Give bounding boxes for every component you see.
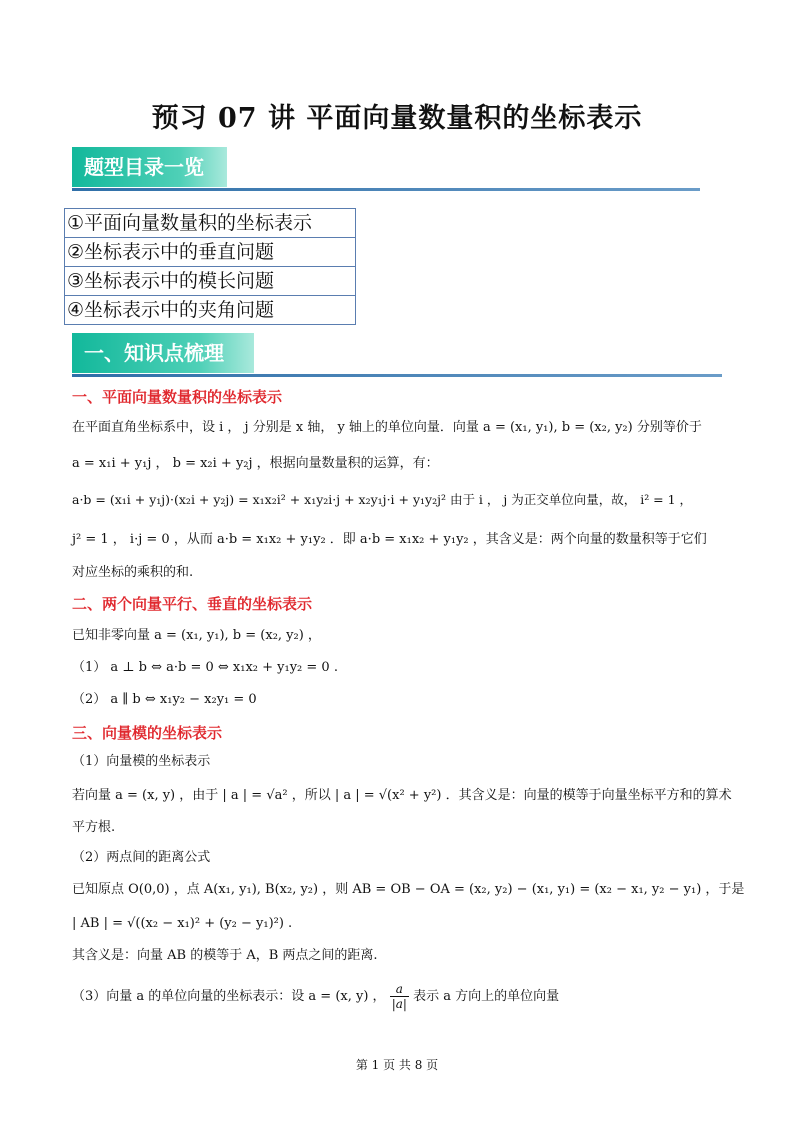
fraction-numerator: a [390,982,409,997]
section-3-line-8 [72,982,724,1022]
section-2-line-3: （2） a ∥ b ⇔ x₁y₂ − x₂y₁ = 0 [72,692,257,707]
section-1-line-3: a·b = (x₁i + y₁j)·(x₂i + y₂j) = x₁x₂i² + x₁y₂i·j + x₂y₁j·i + y₁y₂j² 由于 i ， j 为正交单位向量，故， i² = 1 ， [72,492,693,507]
knowledge-divider [72,374,722,377]
section-3-line-8-pre: （3）向量 a 的单位向量的坐标表示：设 a = (x, y) ， [72,989,386,1004]
toc-item-3[interactable]: ③坐标表示中的模长问题 [65,267,355,296]
toc-item-4[interactable]: ④坐标表示中的夹角问题 [67,299,275,321]
section-3-line-6: | AB | = √((x₂ − x₁)² + (y₂ − y₁)²) . [72,916,293,931]
unit-vector-fraction [390,982,409,1011]
knowledge-banner: 一、知识点梳理 [72,333,254,373]
page-footer: 第 1 页 共 8 页 [355,1058,439,1072]
section-3-line-3: 平方根. [72,820,116,835]
fraction-denominator: |a| [391,997,407,1011]
toc-box [64,208,356,325]
toc-item-2[interactable]: ②坐标表示中的垂直问题 [65,238,355,267]
section-1-line-2: a = x₁i + y₁j ， b = x₂i + y₂j ，根据向量数量积的运算，有： [72,456,439,471]
section-1-line-4: j² = 1 ， i·j = 0 ，从而 a·b = x₁x₂ + y₁y₂ ．即 a·b = x₁x₂ + y₁y₂ ，其含义是：两个向量的数量积等于它们 [72,532,707,547]
page-title: 预习 07 讲 平面向量数量积的坐标表示 [151,103,643,134]
section-3-line-4: （2）两点间的距离公式 [72,850,211,865]
section-3-line-7: 其含义是：向量 AB 的模等于 A，B 两点之间的距离. [72,948,378,963]
section-1-line-5: 对应坐标的乘积的和. [72,565,194,580]
section-1-line-1: 在平面直角坐标系中，设 i ， j 分别是 x 轴， y 轴上的单位向量．向量 a = (x₁, y₁), b = (x₂, y₂) 分别等价于 [72,420,702,435]
section-1-heading: 一、平面向量数量积的坐标表示 [72,388,283,406]
section-3-line-2: 若向量 a = (x, y) ，由于 | a | = √a² ，所以 | a | = √(x² + y²) ．其含义是：向量的模等于向量坐标平方和的算术 [72,788,732,803]
toc-item-1[interactable]: ①平面向量数量积的坐标表示 [65,209,355,238]
section-2-heading: 二、两个向量平行、垂直的坐标表示 [72,595,313,613]
toc-banner: 题型目录一览 [72,147,227,187]
section-3-line-1: （1）向量模的坐标表示 [72,754,211,769]
section-3-heading: 三、向量模的坐标表示 [72,724,223,742]
toc-divider [72,188,700,191]
section-3-line-5: 已知原点 O(0,0) ，点 A(x₁, y₁), B(x₂, y₂) ，则 AB = OB − OA = (x₂, y₂) − (x₁, y₁) = (x₂ − x₁, y₂ − y₁) ，于是 [72,882,745,897]
section-2-line-2: （1） a ⊥ b ⇔ a·b = 0 ⇔ x₁x₂ + y₁y₂ = 0 . [72,660,338,675]
section-3-line-8-post: 表示 a 方向上的单位向量 [413,989,560,1004]
section-2-line-1: 已知非零向量 a = (x₁, y₁), b = (x₂, y₂) ， [72,628,321,643]
